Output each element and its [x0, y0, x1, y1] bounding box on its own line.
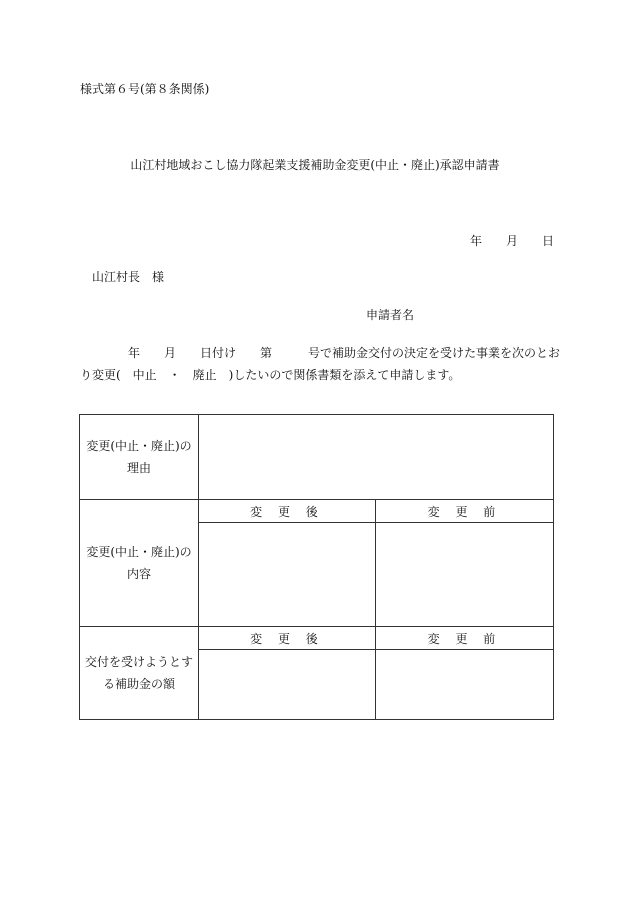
reason-label-line2: 理由 [126, 461, 151, 475]
amount-before-header: 変 更 前 [376, 627, 554, 650]
application-table [79, 414, 554, 720]
content-label [80, 500, 199, 627]
reason-field[interactable] [199, 415, 554, 500]
form-number: 様式第６号(第８条関係) [80, 82, 210, 96]
amount-before-field[interactable] [376, 650, 554, 720]
body-text [80, 342, 561, 386]
applicant-label: 申請者名 [366, 308, 415, 322]
date-year: 年 [470, 234, 483, 248]
content-before-header: 変 更 前 [376, 500, 554, 523]
date-line [470, 232, 554, 249]
reason-label-line1: 変更(中止・廃止)の [86, 439, 192, 453]
date-month: 月 [506, 234, 519, 248]
table-row [80, 500, 554, 523]
content-before-field[interactable] [376, 523, 554, 627]
date-day: 日 [542, 234, 555, 248]
amount-label-line2: る補助金の額 [102, 677, 175, 691]
amount-label [80, 627, 199, 720]
body-line-2: り変更( 中止 ・ 廃止 )したいので関係書類を添えて申請します。 [80, 368, 461, 382]
content-label-line2: 内容 [126, 567, 151, 581]
table-row [80, 627, 554, 650]
amount-after-field[interactable] [199, 650, 376, 720]
content-after-field[interactable] [199, 523, 376, 627]
body-line-1 [80, 342, 561, 364]
amount-after-header: 変 更 後 [199, 627, 376, 650]
content-label-line1: 変更(中止・廃止)の [86, 545, 192, 559]
recipient: 山江村長 様 [92, 270, 165, 284]
reason-label [80, 415, 199, 500]
content-after-header: 変 更 後 [199, 500, 376, 523]
document-title: 山江村地域おこし協力隊起業支援補助金変更(中止・廃止)承認申請書 [130, 158, 500, 172]
body-line-1-text: 年 月 日付け 第 号で補助金交付の決定を受けた事業を次のとお [128, 346, 561, 360]
table-row [80, 415, 554, 500]
amount-label-line1: 交付を受けようとす [84, 655, 193, 669]
